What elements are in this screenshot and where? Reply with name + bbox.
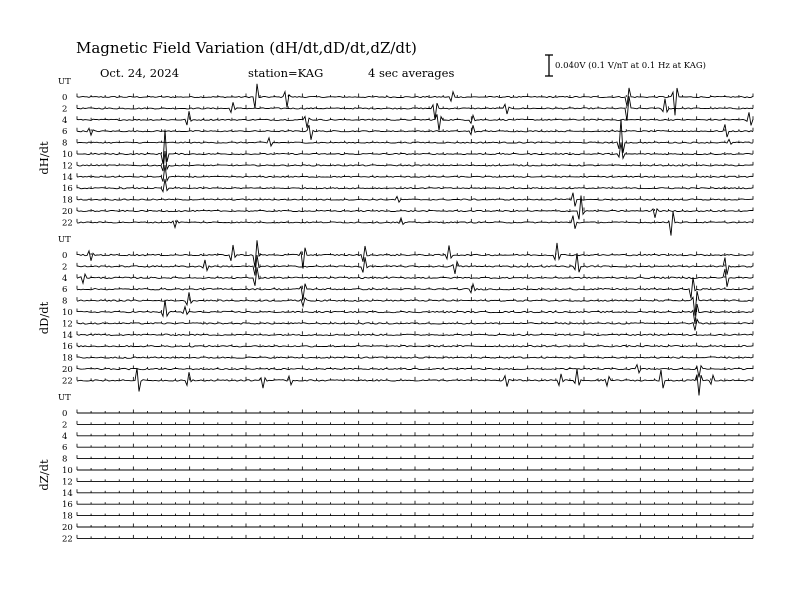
chart-title: Magnetic Field Variation (dH/dt,dD/dt,dZ/dt) <box>76 39 417 57</box>
panel-3-ylabel: dZ/dt <box>37 459 51 491</box>
row-label: 0 <box>62 409 68 419</box>
row-label: 22 <box>62 534 73 545</box>
row-label: 16 <box>62 500 73 511</box>
row-label: 16 <box>62 184 73 195</box>
row-label: 4 <box>62 431 68 442</box>
row-label: 12 <box>62 477 73 488</box>
row-label: 10 <box>62 150 73 160</box>
row-label: 16 <box>62 342 73 353</box>
scale-bar <box>545 55 553 76</box>
row-label: 18 <box>62 353 73 364</box>
row-label: 20 <box>62 523 73 533</box>
trace-line <box>77 84 753 116</box>
panel-2-ylabel: dD/dt <box>37 301 51 335</box>
panel-3-ut-label: UT <box>58 393 71 403</box>
trace-line <box>77 130 753 164</box>
panel-2-ut-label: UT <box>58 235 71 245</box>
row-label: 6 <box>62 285 68 296</box>
row-label: 10 <box>62 308 73 318</box>
trace-line <box>77 165 753 182</box>
panel-3 <box>62 409 753 544</box>
row-label: 2 <box>62 420 68 431</box>
trace-line <box>77 124 753 139</box>
scale-bar-label: 0.040V (0.1 V/nT at 0.1 Hz at KAG) <box>555 61 706 71</box>
row-label: 10 <box>62 466 73 476</box>
trace-line <box>77 119 753 153</box>
trace-line <box>77 111 753 130</box>
row-label: 8 <box>62 138 68 149</box>
averaging-label: 4 sec averages <box>368 66 455 80</box>
row-label: 14 <box>62 172 73 183</box>
row-label: 22 <box>62 218 73 229</box>
date-label: Oct. 24, 2024 <box>100 66 180 80</box>
station-label: station=KAG <box>248 66 324 80</box>
panel-2 <box>62 240 753 395</box>
row-label: 4 <box>62 273 68 284</box>
row-label: 18 <box>62 195 73 206</box>
row-label: 14 <box>62 488 73 499</box>
row-label: 0 <box>62 251 68 261</box>
row-label: 22 <box>62 376 73 387</box>
panel-1 <box>62 84 753 236</box>
row-label: 20 <box>62 365 73 375</box>
row-label: 6 <box>62 443 68 454</box>
row-label: 4 <box>62 115 68 126</box>
row-label: 8 <box>62 454 68 465</box>
row-label: 20 <box>62 207 73 217</box>
row-label: 2 <box>62 262 68 273</box>
row-label: 8 <box>62 296 68 307</box>
panel-1-ylabel: dH/dt <box>37 141 51 175</box>
trace-line <box>77 368 753 395</box>
row-label: 18 <box>62 511 73 522</box>
panel-1-ut-label: UT <box>58 77 71 87</box>
row-label: 6 <box>62 127 68 138</box>
row-label: 12 <box>62 319 73 330</box>
row-label: 14 <box>62 330 73 341</box>
row-label: 2 <box>62 104 68 115</box>
trace-line <box>77 212 753 236</box>
row-label: 0 <box>62 93 68 103</box>
row-label: 12 <box>62 161 73 172</box>
